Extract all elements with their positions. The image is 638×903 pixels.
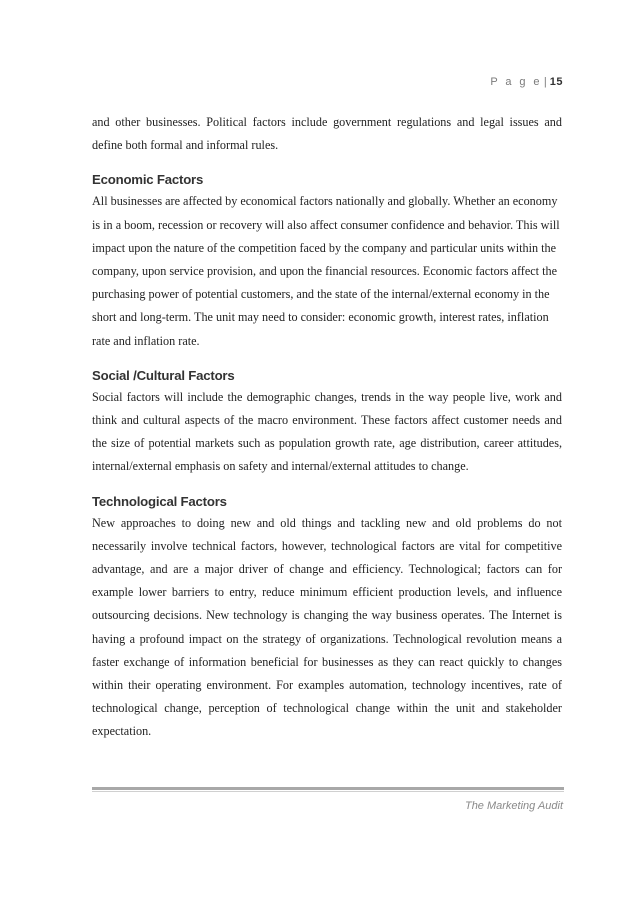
footer-divider-thin <box>92 791 564 792</box>
section-heading-economic: Economic Factors <box>92 172 204 188</box>
footer-divider <box>92 787 564 790</box>
page-separator: | <box>543 76 547 88</box>
page-label: P a g e <box>490 76 542 88</box>
section-heading-technological: Technological Factors <box>92 493 227 509</box>
document-body <box>92 111 562 744</box>
footer-title: The Marketing Audit <box>464 800 563 812</box>
section-paragraph-technological: New approaches to doing new and old things and tackling new and old problems do not necessarily involve technical factors, however, technological factors are vital for competitive advantage, and are a major driver of change and efficiency. Technological; factors can for example lower barriers to entry, reduce minimum efficient production levels, and influence outsourcing decisions. New technology is changing the way business operates. The Internet is having a profound impact on the strategy of organizations. Technological revolution means a faster exchange of information beneficial for businesses as they can react quickly to changes within their operating environment. For examples automation, technology incentives, rate of technological change, perception of technological change within the unit and stakeholder expectation. <box>92 515 562 739</box>
page-header <box>490 76 563 88</box>
section-paragraph-economic: All businesses are affected by economical factors nationally and globally. Whether an economy is in a boom, recession or recovery will also affect consumer confidence and behavior. This will impact upon the nature of the competition faced by the company and particular units within the company, upon service provision, and upon the financial resources. Economic factors affect the purchasing power of potential customers, and the state of the internal/external economy in the short and long-term. The unit may need to consider: economic growth, interest rates, inflation rate and inflation rate. <box>92 194 560 348</box>
page-number: 15 <box>549 76 563 88</box>
intro-paragraph: and other businesses. Political factors include government regulations and legal issues and define both formal and informal rules. <box>92 115 562 153</box>
section-heading-social: Social /Cultural Factors <box>92 367 235 383</box>
section-paragraph-social: Social factors will include the demographic changes, trends in the way people live, work and think and cultural aspects of the macro environment. These factors affect customer needs and the size of potential markets such as population growth rate, age distribution, career attitudes, internal/external emphasis on safety and internal/external attitudes to change. <box>92 389 562 474</box>
